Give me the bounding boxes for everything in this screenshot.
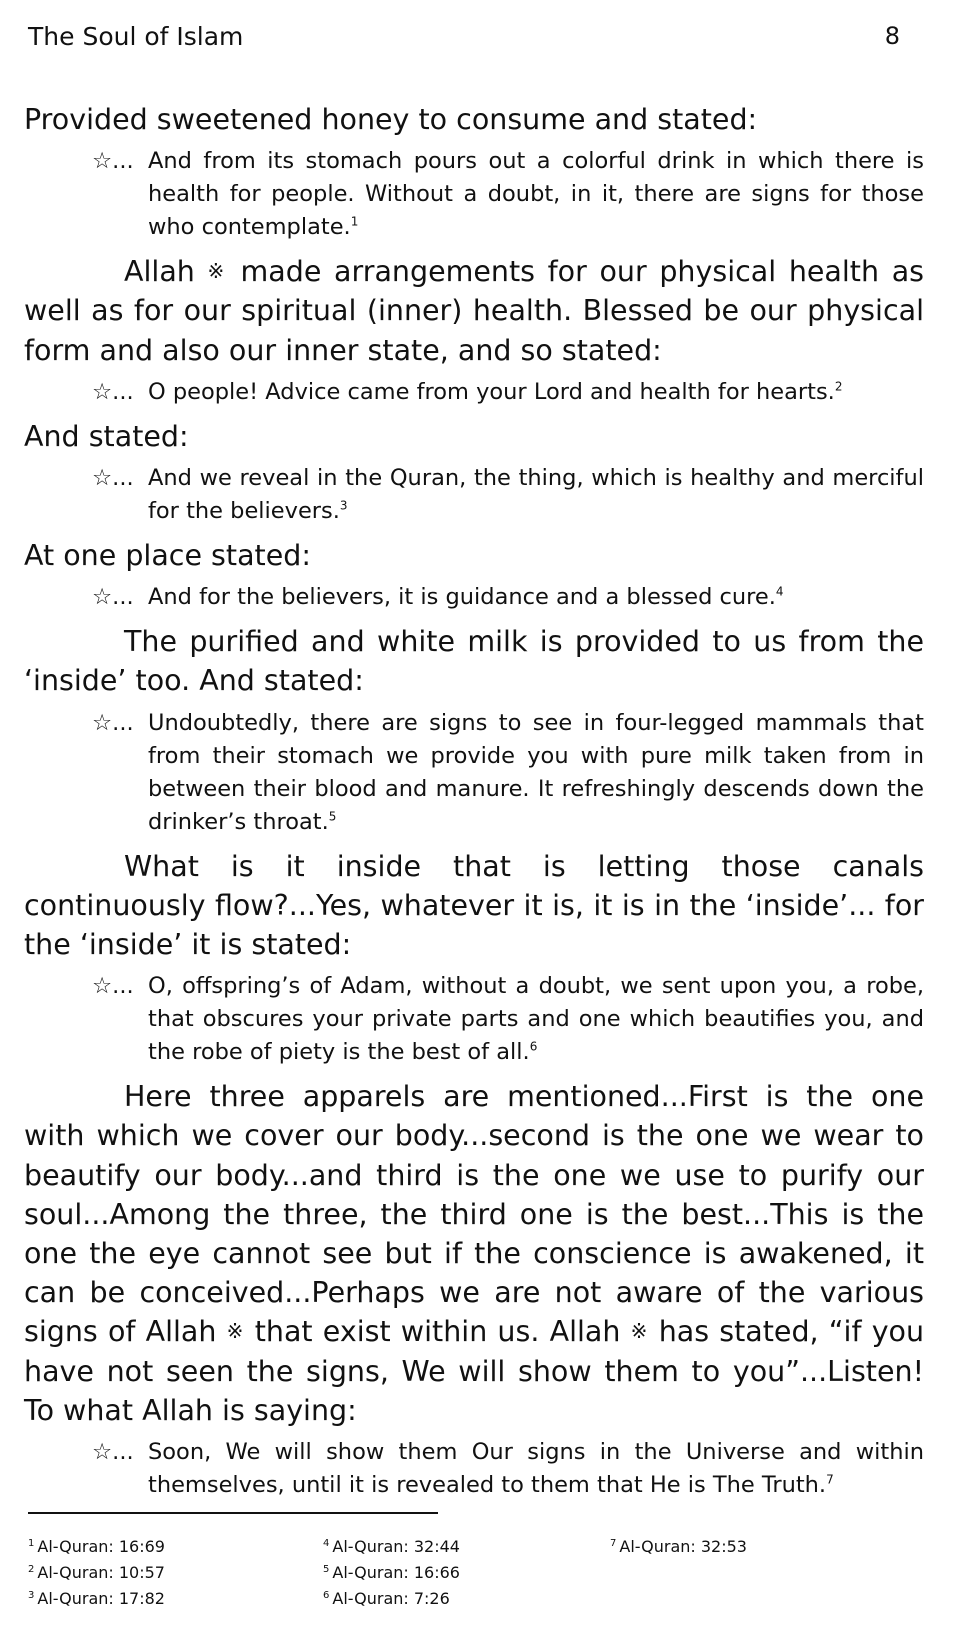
star-icon: ☆... [92,378,134,405]
allah-symbol-icon: ※ [630,1319,649,1344]
paragraph: Here three apparels are mentioned...First is the one with which we cover our body...second is the one we wear to beautify our body...and third is the one we use to purify our soul...Among the three, the third one is the best...This is the one the eye cannot see but if the conscience is awakened, it can be conceived...Perhaps we are not aware of the various signs of Allah ※ that exist within us. Allah ※ has stated, “if you have not seen the signs, We will show them to you”...Listen! To what Allah is saying: [24,1080,925,1427]
quran-quote [24,970,924,1069]
allah-symbol-icon: ※ [226,1319,245,1344]
footnote-ref: 2 [834,379,843,394]
footnote: $^2$ Al-Quran: 10:57 [28,1563,165,1582]
quote-text: Soon, We will show them Our signs in the Universe and within themselves, until it is revealed to them that He is The Truth. [148,1439,924,1499]
footnote-ref: 1 [350,214,359,229]
footnote: $^1$ Al-Quran: 16:69 [28,1537,165,1556]
quote-text: And from its stomach pours out a colorful drink in which there is health for people. Without a doubt, in it, there are signs for those who contemplate. [148,148,924,241]
page-body [24,100,924,1510]
footnote: $^6$ Al-Quran: 7:26 [323,1589,450,1608]
footnote-ref: 7 [826,1472,834,1487]
quran-quote [24,145,924,244]
quran-quote [24,581,924,614]
quote-text: And for the believers, it is guidance and a blessed cure. [148,584,776,611]
footnote: $^3$ Al-Quran: 17:82 [28,1589,165,1608]
footnote-column [28,1534,165,1612]
footnote: $^7$ Al-Quran: 32:53 [610,1537,747,1556]
paragraph: The purified and white milk is provided to us from the ‘inside’ too. And stated: [24,625,924,698]
allah-symbol-icon: ※ [207,259,228,284]
quote-text: Undoubtedly, there are signs to see in four-legged mammals that from their stomach we provide you with pure milk taken from in between their blood and manure. It refreshingly descends down the drinker’s throat. [148,709,924,835]
quran-quote [24,707,924,839]
quran-quote [24,1436,924,1502]
footnote-ref: 4 [775,584,784,599]
quran-quote [24,376,924,409]
footnote-divider [28,1512,438,1514]
star-icon: ☆... [92,709,134,736]
footnote-ref: 6 [529,1039,538,1054]
quote-text: O, offspring’s of Adam, without a doubt, we sent upon you, a robe, that obscures your private parts and one which beautifies you, and the robe of piety is the best of all. [148,973,924,1066]
star-icon: ☆... [92,148,134,175]
footnote-ref: 3 [339,498,348,513]
paragraph: Allah ※ made arrangements for our physical health as well as for our spiritual (inner) health. Blessed be our physical form and also our inner state, and so stated: [24,255,925,367]
star-icon: ☆... [92,973,134,1000]
footnotes [28,1534,828,1624]
quran-quote [24,462,924,528]
star-icon: ☆... [92,584,134,611]
quote-text: O people! Advice came from your Lord and health for hearts. [148,378,835,405]
quote-text: And we reveal in the Quran, the thing, which is healthy and merciful for the believers. [148,465,924,525]
footnote-column [323,1534,460,1612]
page-number: 8 [884,22,900,50]
star-icon: ☆... [92,1439,134,1466]
footnote-column [610,1534,747,1560]
book-title: The Soul of Islam [28,22,244,51]
footnote-ref: 5 [328,809,337,824]
paragraph: Provided sweetened honey to consume and stated: [24,103,758,136]
footnote: $^4$ Al-Quran: 32:44 [323,1537,460,1556]
star-icon: ☆... [92,465,134,492]
paragraph: What is it inside that is letting those canals continuously flow?...Yes, whatever it is, it is in the ‘inside’... for the ‘inside’ it is stated: [24,849,924,962]
paragraph: At one place stated: [24,539,311,573]
page-header [28,22,900,56]
paragraph: And stated: [24,419,189,453]
footnote: $^5$ Al-Quran: 16:66 [323,1563,460,1582]
